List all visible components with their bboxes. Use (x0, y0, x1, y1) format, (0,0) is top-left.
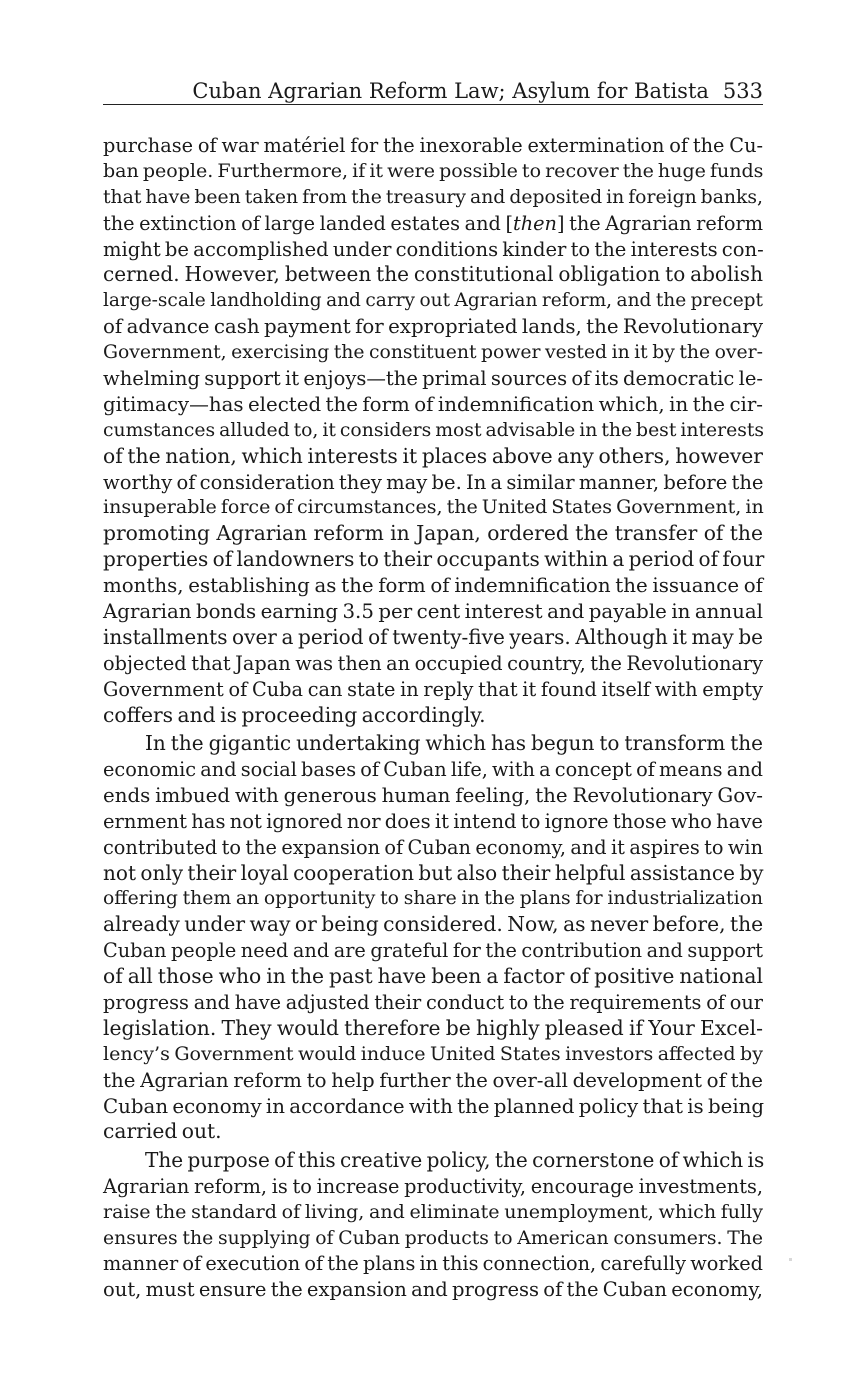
running-header (103, 78, 763, 104)
scan-speck (789, 1258, 792, 1261)
text-line: Agrarian bonds earning 3.5 per cent interest and payable in annual (103, 600, 763, 624)
text-line: Cuban people need and are grateful for the contribution and support (103, 939, 763, 963)
text-line: that have been taken from the treasury and deposited in foreign banks, (103, 186, 763, 208)
text-line: carried out. (103, 1119, 222, 1144)
text-line: manner of execution of the plans in this connection, carefully worked (103, 1252, 763, 1276)
text-line: progress and have adjusted their conduct to the requirements of our (103, 990, 763, 1014)
text-line: economic and social bases of Cuban life, with a concept of means and (103, 757, 763, 781)
text-line: installments over a period of twenty-five years. Although it may be (103, 624, 763, 649)
page-number: 533 (722, 79, 763, 103)
paragraph (103, 133, 763, 728)
running-title: Cuban Agrarian Reform Law; Asylum for Batista (192, 79, 709, 103)
text-line: the extinction of large landed estates and [then] the Agrarian reform (103, 211, 763, 235)
paragraph (103, 731, 763, 1145)
text-line: objected that Japan was then an occupied country, the Revolutionary (103, 651, 763, 675)
text-line: out, must ensure the expansion and progress of the Cuban economy, (103, 1278, 763, 1302)
body-text (103, 133, 763, 1303)
text-line: Government, exercising the constituent power vested in it by the over- (103, 342, 763, 364)
text-line: raise the standard of living, and eliminate unemployment, which fully (103, 1200, 763, 1223)
text-line: the Agrarian reform to help further the over-all development of the (103, 1068, 763, 1092)
text-line: coffers and is proceeding accordingly. (103, 702, 486, 727)
text-line: might be accomplished under conditions kinder to the interests con- (103, 237, 764, 261)
text-line: contributed to the expansion of Cuban economy, and it aspires to win (103, 835, 763, 859)
text-line: promoting Agrarian reform in Japan, ordered the transfer of the (103, 521, 763, 546)
text-line: Government of Cuba can state in reply that it found itself with empty (103, 677, 763, 701)
text-line: In the gigantic undertaking which has begun to transform the (145, 731, 763, 756)
header-rule (103, 104, 763, 105)
text-line: ensures the supplying of Cuban products to American consumers. The (103, 1227, 763, 1249)
text-line: months, establishing as the form of indemnification the issuance of (103, 574, 763, 598)
text-line: cumstances alluded to, it considers most advisable in the best interests (103, 419, 765, 441)
text-line: gitimacy—has elected the form of indemnification which, in the cir- (103, 392, 763, 416)
text-line: of advance cash payment for expropriated lands, the Revolutionary (103, 315, 763, 339)
paragraph (103, 1148, 763, 1303)
text-line: worthy of consideration they may be. In a similar manner, before the (103, 470, 764, 494)
text-line: ban people. Furthermore, if it were possible to recover the huge funds (103, 159, 764, 182)
text-line: Cuban economy in accordance with the planned policy that is being (103, 1094, 765, 1118)
text-line: offering them an opportunity to share in the plans for industrialization (103, 888, 763, 910)
text-line: cerned. However, between the constitutional obligation to abolish (103, 262, 763, 287)
text-line: already under way or being considered. Now, as never before, the (103, 912, 764, 937)
text-line: lency’s Government would induce United States investors affected by (103, 1042, 763, 1065)
text-line: ends imbued with generous human feeling, the Revolutionary Gov- (103, 783, 763, 807)
text-line: whelming support it enjoys—the primal sources of its democratic le- (103, 367, 763, 391)
text-line: of the nation, which interests it places above any others, however (103, 443, 763, 468)
text-line: properties of landowners to their occupants within a period of four (103, 547, 765, 572)
text-line: insuperable force of circumstances, the United States Government, in (103, 496, 764, 519)
text-line: not only their loyal cooperation but also their helpful assistance by (103, 860, 764, 885)
text-line: purchase of war matériel for the inexorable extermination of the Cu- (103, 134, 763, 157)
text-line: Agrarian reform, is to increase productivity, encourage investments, (103, 1174, 763, 1198)
text-line: legislation. They would therefore be highly pleased if Your Excel- (103, 1015, 763, 1040)
text-line: ernment has not ignored nor does it intend to ignore those who have (103, 809, 763, 833)
text-line: large-scale landholding and carry out Agrarian reform, and the precept (103, 290, 763, 312)
text-line: of all those who in the past have been a factor of positive national (103, 964, 763, 989)
text-line: The purpose of this creative policy, the cornerstone of which is (145, 1147, 765, 1172)
